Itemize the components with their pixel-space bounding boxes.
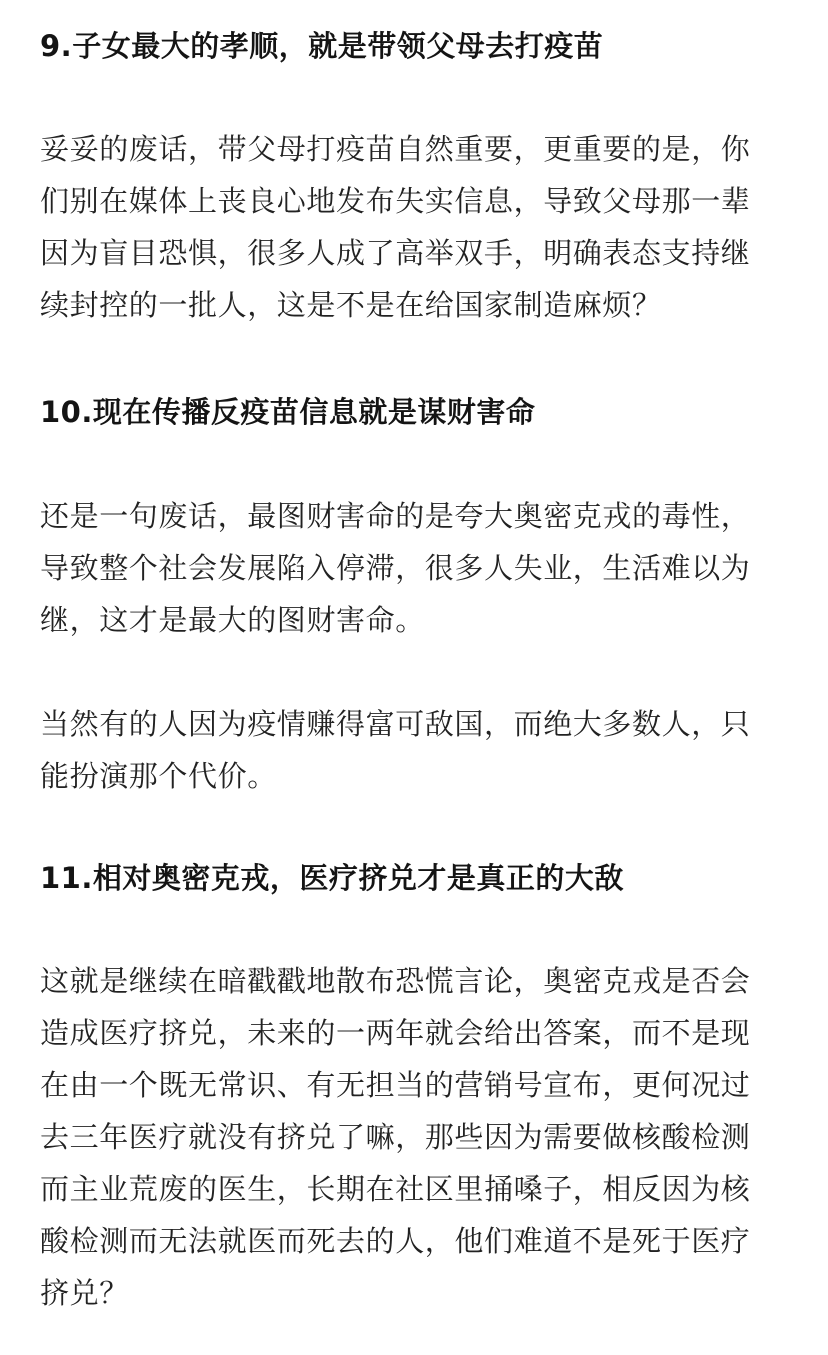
paragraph-line: 造成医疗挤兑，未来的一两年就会给出答案，而不是现: [40, 1016, 751, 1050]
paragraph-line: 这就是继续在暗戳戳地散布恐慌言论，奥密克戎是否会: [40, 964, 751, 998]
paragraph-line: 能扮演那个代价。: [40, 759, 277, 793]
section-heading: 9.子女最大的孝顺，就是带领父母去打疫苗: [40, 29, 604, 63]
paragraph: [40, 955, 750, 1319]
paragraph: [40, 698, 750, 802]
paragraph-line: 们别在媒体上丧良心地发布失实信息，导致父母那一辈: [40, 184, 751, 218]
section-heading: 11.相对奥密克戎，医疗挤兑才是真正的大敌: [40, 861, 624, 895]
section-heading: 10.现在传播反疫苗信息就是谋财害命: [40, 395, 536, 429]
paragraph-line: 而主业荒废的医生，长期在社区里捅嗓子，相反因为核: [40, 1172, 751, 1206]
paragraph-line: 当然有的人因为疫情赚得富可敌国，而绝大多数人，只: [40, 707, 751, 741]
paragraph-line: 酸检测而无法就医而死去的人，他们难道不是死于医疗: [40, 1224, 751, 1258]
paragraph-line: 续封控的一批人，这是不是在给国家制造麻烦？: [40, 288, 662, 322]
paragraph-line: 妥妥的废话，带父母打疫苗自然重要，更重要的是，你: [40, 132, 751, 166]
paragraph: [40, 123, 750, 331]
paragraph-line: 还是一句废话，最图财害命的是夸大奥密克戎的毒性，: [40, 499, 751, 533]
paragraph-line: 挤兑？: [40, 1276, 129, 1310]
paragraph-line: 导致整个社会发展陷入停滞，很多人失业，生活难以为: [40, 551, 751, 585]
paragraph: [40, 490, 750, 646]
paragraph-line: 继，这才是最大的图财害命。: [40, 603, 425, 637]
paragraph-line: 去三年医疗就没有挤兑了嘛，那些因为需要做核酸检测: [40, 1120, 751, 1154]
paragraph-line: 因为盲目恐惧，很多人成了高举双手，明确表态支持继: [40, 236, 751, 270]
paragraph-line: 在由一个既无常识、有无担当的营销号宣布，更何况过: [40, 1068, 751, 1102]
